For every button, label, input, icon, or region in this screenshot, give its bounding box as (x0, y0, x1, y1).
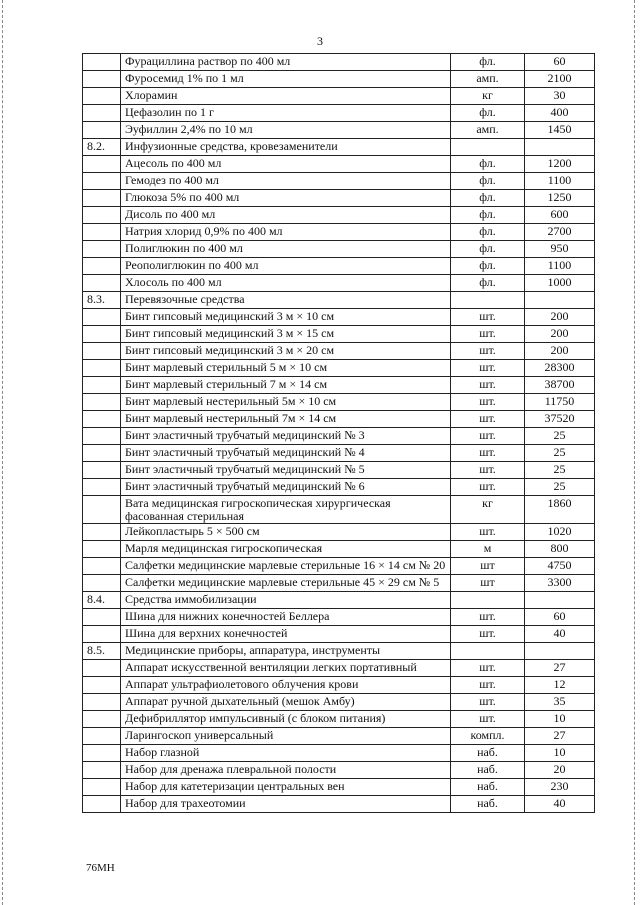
quantity-cell: 1250 (525, 190, 595, 207)
unit-cell: шт. (451, 479, 525, 496)
row-number-cell (83, 524, 121, 541)
quantity-cell (525, 592, 595, 609)
row-number-cell (83, 275, 121, 292)
quantity-cell: 25 (525, 445, 595, 462)
row-number-cell (83, 694, 121, 711)
row-number-cell (83, 626, 121, 643)
item-name-cell: Глюкоза 5% по 400 мл (121, 190, 451, 207)
item-name-cell: Натрия хлорид 0,9% по 400 мл (121, 224, 451, 241)
item-name-cell: Эуфиллин 2,4% по 10 мл (121, 122, 451, 139)
unit-cell: шт. (451, 428, 525, 445)
unit-cell: фл. (451, 241, 525, 258)
item-name-cell: Бинт гипсовый медицинский 3 м × 15 см (121, 326, 451, 343)
quantity-cell: 10 (525, 745, 595, 762)
row-number-cell (83, 105, 121, 122)
item-name-cell: Набор для дренажа плевральной полости (121, 762, 451, 779)
item-name-cell: Медицинские приборы, аппаратура, инструменты (121, 643, 451, 660)
row-number-cell (83, 541, 121, 558)
quantity-cell: 27 (525, 660, 595, 677)
item-name-cell: Лейкопластырь 5 × 500 см (121, 524, 451, 541)
unit-cell: шт. (451, 394, 525, 411)
row-number-cell (83, 779, 121, 796)
unit-cell: шт. (451, 309, 525, 326)
row-number-cell (83, 711, 121, 728)
table-row (83, 411, 595, 428)
row-number-cell: 8.4. (83, 592, 121, 609)
quantity-cell: 60 (525, 609, 595, 626)
item-name-cell: Салфетки медицинские марлевые стерильные 45 × 29 см № 5 (121, 575, 451, 592)
row-number-cell (83, 190, 121, 207)
item-name-cell: Ацесоль по 400 мл (121, 156, 451, 173)
row-number-cell (83, 122, 121, 139)
section-row (83, 292, 595, 309)
quantity-cell: 230 (525, 779, 595, 796)
item-name-cell: Бинт эластичный трубчатый медицинский № 5 (121, 462, 451, 479)
table-row (83, 694, 595, 711)
row-number-cell (83, 558, 121, 575)
quantity-cell: 37520 (525, 411, 595, 428)
row-number-cell: 8.5. (83, 643, 121, 660)
item-name-cell: Вата медицинская гигроскопическая хирургическая фасованная стерильная (121, 496, 451, 524)
unit-cell: фл. (451, 105, 525, 122)
table-row (83, 190, 595, 207)
row-number-cell (83, 479, 121, 496)
row-number-cell (83, 241, 121, 258)
table-row (83, 745, 595, 762)
item-name-cell: Ларингоскоп универсальный (121, 728, 451, 745)
quantity-cell: 200 (525, 343, 595, 360)
item-name-cell: Фуросемид 1% по 1 мл (121, 71, 451, 88)
row-number-cell (83, 660, 121, 677)
item-name-cell: Набор для катетеризации центральных вен (121, 779, 451, 796)
item-name-cell: Бинт марлевый стерильный 7 м × 14 см (121, 377, 451, 394)
quantity-cell: 40 (525, 626, 595, 643)
item-name-cell: Шина для нижних конечностей Беллера (121, 609, 451, 626)
scan-edge-left (2, 0, 3, 905)
quantity-cell: 1000 (525, 275, 595, 292)
row-number-cell (83, 462, 121, 479)
unit-cell: м (451, 541, 525, 558)
row-number-cell (83, 745, 121, 762)
unit-cell (451, 643, 525, 660)
item-name-cell: Инфузионные средства, кровезаменители (121, 139, 451, 156)
item-name-cell: Марля медицинская гигроскопическая (121, 541, 451, 558)
unit-cell: шт. (451, 677, 525, 694)
unit-cell: фл. (451, 190, 525, 207)
item-name-cell: Бинт марлевый нестерильный 5м × 10 см (121, 394, 451, 411)
row-number-cell (83, 445, 121, 462)
quantity-cell: 1020 (525, 524, 595, 541)
table-row (83, 558, 595, 575)
table-row (83, 524, 595, 541)
item-name-cell: Шина для верхних конечностей (121, 626, 451, 643)
item-name-cell: Цефазолин по 1 г (121, 105, 451, 122)
table-row (83, 462, 595, 479)
unit-cell: шт. (451, 462, 525, 479)
section-row (83, 643, 595, 660)
row-number-cell (83, 71, 121, 88)
row-number-cell (83, 394, 121, 411)
item-name-cell: Салфетки медицинские марлевые стерильные 16 × 14 см № 20 (121, 558, 451, 575)
quantity-cell: 2100 (525, 71, 595, 88)
unit-cell: кг (451, 88, 525, 105)
item-name-cell: Бинт марлевый стерильный 5 м × 10 см (121, 360, 451, 377)
table-row (83, 275, 595, 292)
table-row (83, 54, 595, 71)
quantity-cell (525, 139, 595, 156)
unit-cell: шт (451, 558, 525, 575)
section-row (83, 139, 595, 156)
row-number-cell (83, 309, 121, 326)
supplies-table-body (83, 54, 595, 813)
quantity-cell: 35 (525, 694, 595, 711)
quantity-cell: 11750 (525, 394, 595, 411)
unit-cell: компл. (451, 728, 525, 745)
unit-cell: кг (451, 496, 525, 524)
row-number-cell (83, 728, 121, 745)
unit-cell: шт. (451, 694, 525, 711)
row-number-cell (83, 343, 121, 360)
unit-cell: фл. (451, 156, 525, 173)
table-row (83, 479, 595, 496)
unit-cell: наб. (451, 796, 525, 813)
item-name-cell: Фурациллина раствор по 400 мл (121, 54, 451, 71)
scan-edge-right (634, 0, 635, 905)
section-row (83, 592, 595, 609)
row-number-cell (83, 377, 121, 394)
unit-cell: шт. (451, 711, 525, 728)
item-name-cell: Бинт гипсовый медицинский 3 м × 10 см (121, 309, 451, 326)
table-row (83, 609, 595, 626)
item-name-cell: Аппарат искусственной вентиляции легких портативный (121, 660, 451, 677)
item-name-cell: Бинт эластичный трубчатый медицинский № 6 (121, 479, 451, 496)
quantity-cell: 200 (525, 309, 595, 326)
table-row (83, 779, 595, 796)
item-name-cell: Дисоль по 400 мл (121, 207, 451, 224)
row-number-cell (83, 428, 121, 445)
unit-cell: шт. (451, 377, 525, 394)
quantity-cell: 950 (525, 241, 595, 258)
row-number-cell (83, 156, 121, 173)
quantity-cell: 60 (525, 54, 595, 71)
table-row (83, 156, 595, 173)
table-row (83, 626, 595, 643)
row-number-cell (83, 88, 121, 105)
row-number-cell (83, 677, 121, 694)
row-number-cell: 8.2. (83, 139, 121, 156)
unit-cell: амп. (451, 71, 525, 88)
unit-cell: наб. (451, 779, 525, 796)
page-number: 3 (317, 34, 323, 48)
quantity-cell: 25 (525, 428, 595, 445)
quantity-cell: 25 (525, 479, 595, 496)
item-name-cell: Бинт гипсовый медицинский 3 м × 20 см (121, 343, 451, 360)
table-row (83, 309, 595, 326)
supplies-table (82, 53, 595, 813)
unit-cell: шт. (451, 660, 525, 677)
quantity-cell (525, 292, 595, 309)
table-row (83, 677, 595, 694)
supplies-table-container (82, 53, 595, 813)
item-name-cell: Бинт эластичный трубчатый медицинский № 4 (121, 445, 451, 462)
unit-cell (451, 292, 525, 309)
table-row (83, 224, 595, 241)
quantity-cell: 400 (525, 105, 595, 122)
table-row (83, 445, 595, 462)
quantity-cell: 10 (525, 711, 595, 728)
table-row (83, 660, 595, 677)
unit-cell: фл. (451, 54, 525, 71)
item-name-cell: Средства иммобилизации (121, 592, 451, 609)
row-number-cell (83, 258, 121, 275)
quantity-cell: 4750 (525, 558, 595, 575)
unit-cell (451, 139, 525, 156)
unit-cell: шт. (451, 326, 525, 343)
unit-cell: фл. (451, 173, 525, 190)
unit-cell: шт. (451, 343, 525, 360)
quantity-cell: 30 (525, 88, 595, 105)
unit-cell: фл. (451, 258, 525, 275)
item-name-cell: Реополиглюкин по 400 мл (121, 258, 451, 275)
table-row (83, 360, 595, 377)
row-number-cell (83, 360, 121, 377)
unit-cell: наб. (451, 762, 525, 779)
item-name-cell: Аппарат ручной дыхательный (мешок Амбу) (121, 694, 451, 711)
item-name-cell: Аппарат ультрафиолетового облучения крови (121, 677, 451, 694)
table-row (83, 258, 595, 275)
item-name-cell: Хлорамин (121, 88, 451, 105)
row-number-cell (83, 326, 121, 343)
unit-cell: шт. (451, 626, 525, 643)
item-name-cell: Гемодез по 400 мл (121, 173, 451, 190)
table-row (83, 241, 595, 258)
quantity-cell: 200 (525, 326, 595, 343)
table-row (83, 173, 595, 190)
row-number-cell (83, 796, 121, 813)
item-name-cell: Перевязочные средства (121, 292, 451, 309)
item-name-cell: Хлосоль по 400 мл (121, 275, 451, 292)
table-row (83, 105, 595, 122)
table-row (83, 575, 595, 592)
quantity-cell: 12 (525, 677, 595, 694)
quantity-cell: 1200 (525, 156, 595, 173)
quantity-cell (525, 643, 595, 660)
table-row (83, 122, 595, 139)
row-number-cell (83, 207, 121, 224)
quantity-cell: 800 (525, 541, 595, 558)
footer-code: 76МН (86, 862, 115, 874)
unit-cell: амп. (451, 122, 525, 139)
quantity-cell: 1860 (525, 496, 595, 524)
table-row (83, 541, 595, 558)
quantity-cell: 40 (525, 796, 595, 813)
unit-cell: шт. (451, 445, 525, 462)
quantity-cell: 28300 (525, 360, 595, 377)
table-row (83, 326, 595, 343)
row-number-cell (83, 575, 121, 592)
row-number-cell (83, 762, 121, 779)
unit-cell: фл. (451, 207, 525, 224)
quantity-cell: 25 (525, 462, 595, 479)
item-name-cell: Дефибриллятор импульсивный (с блоком питания) (121, 711, 451, 728)
row-number-cell (83, 54, 121, 71)
table-row (83, 71, 595, 88)
row-number-cell (83, 496, 121, 524)
item-name-cell: Набор глазной (121, 745, 451, 762)
quantity-cell: 3300 (525, 575, 595, 592)
unit-cell: наб. (451, 745, 525, 762)
row-number-cell: 8.3. (83, 292, 121, 309)
unit-cell: шт (451, 575, 525, 592)
unit-cell: фл. (451, 275, 525, 292)
quantity-cell: 1450 (525, 122, 595, 139)
unit-cell: шт. (451, 411, 525, 428)
quantity-cell: 2700 (525, 224, 595, 241)
table-row (83, 377, 595, 394)
row-number-cell (83, 224, 121, 241)
row-number-cell (83, 609, 121, 626)
item-name-cell: Полиглюкин по 400 мл (121, 241, 451, 258)
unit-cell: шт. (451, 524, 525, 541)
quantity-cell: 38700 (525, 377, 595, 394)
item-name-cell: Бинт марлевый нестерильный 7м × 14 см (121, 411, 451, 428)
item-name-cell: Бинт эластичный трубчатый медицинский № 3 (121, 428, 451, 445)
table-row (83, 728, 595, 745)
quantity-cell: 20 (525, 762, 595, 779)
table-row (83, 796, 595, 813)
table-row (83, 207, 595, 224)
quantity-cell: 1100 (525, 173, 595, 190)
quantity-cell: 600 (525, 207, 595, 224)
quantity-cell: 27 (525, 728, 595, 745)
table-row (83, 394, 595, 411)
item-name-cell: Набор для трахеотомии (121, 796, 451, 813)
quantity-cell: 1100 (525, 258, 595, 275)
table-row (83, 762, 595, 779)
table-row (83, 88, 595, 105)
table-row (83, 711, 595, 728)
unit-cell (451, 592, 525, 609)
table-row (83, 428, 595, 445)
unit-cell: фл. (451, 224, 525, 241)
table-row (83, 496, 595, 524)
table-row (83, 343, 595, 360)
row-number-cell (83, 411, 121, 428)
unit-cell: шт. (451, 360, 525, 377)
unit-cell: шт. (451, 609, 525, 626)
row-number-cell (83, 173, 121, 190)
